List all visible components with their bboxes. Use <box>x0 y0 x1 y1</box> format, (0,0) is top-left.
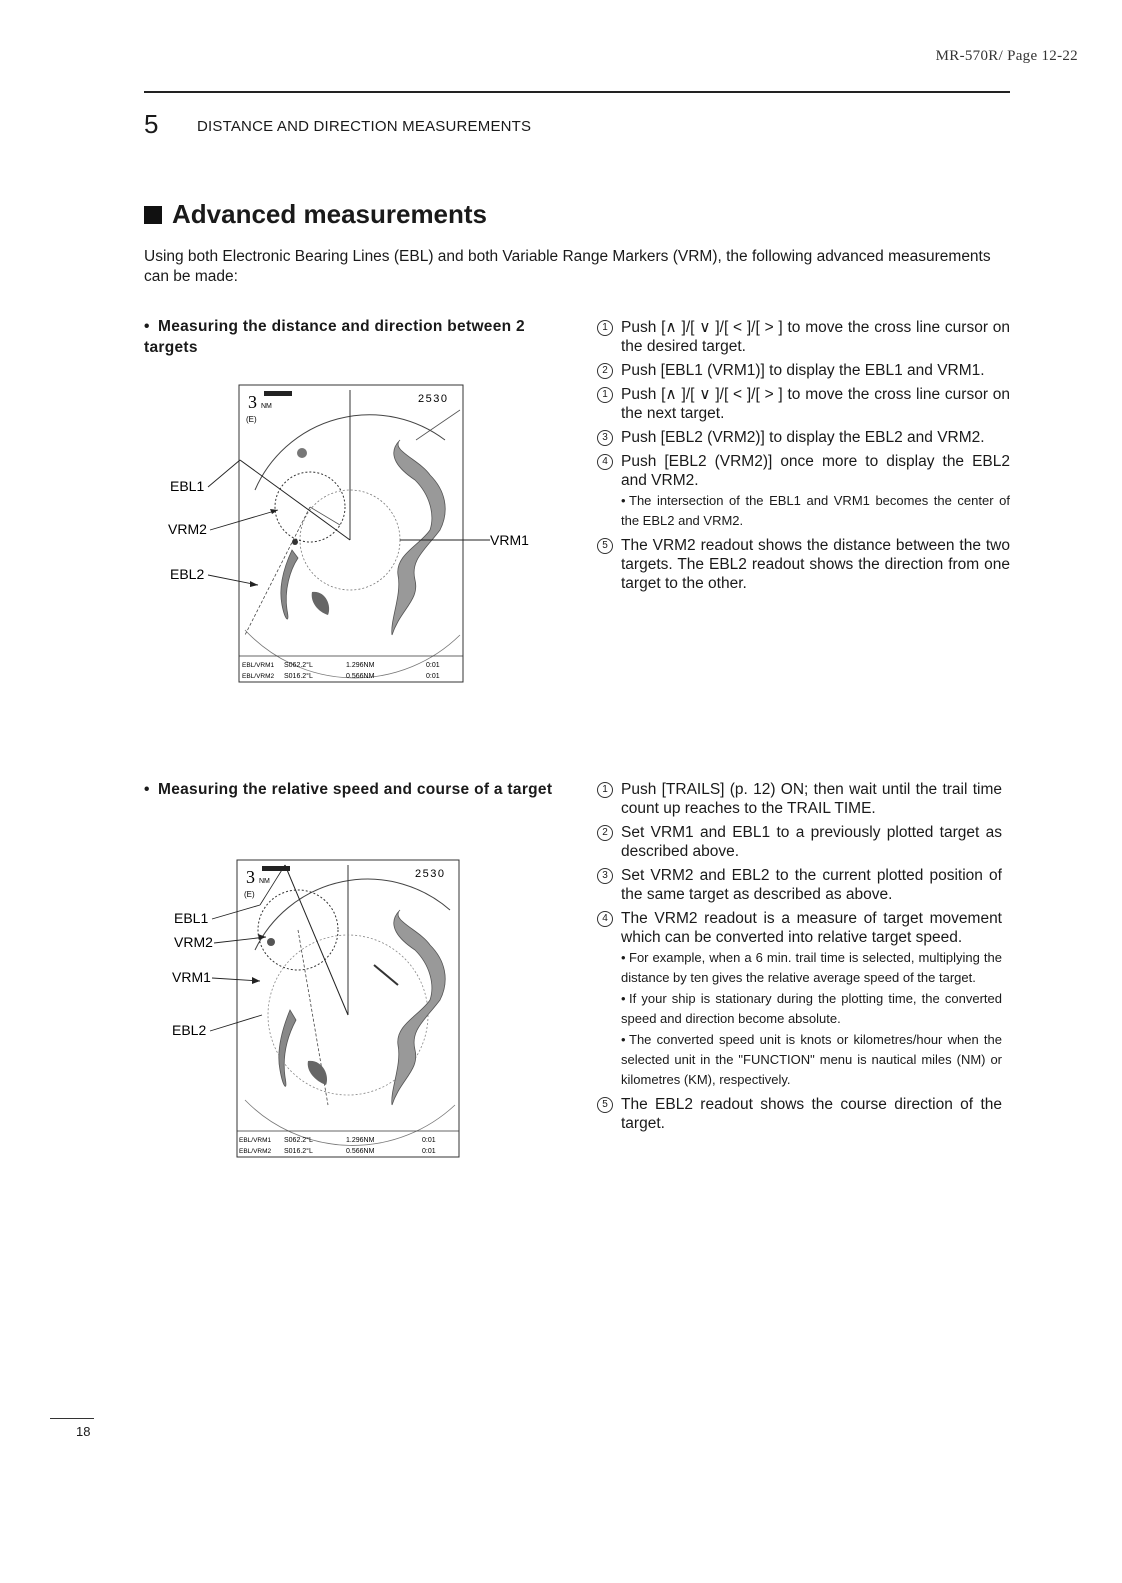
readout2-bearing: S016.2°L <box>284 673 313 680</box>
label-vrm1: VRM1 <box>172 969 211 985</box>
step-number: 1 <box>597 387 613 403</box>
step-text: The VRM2 readout shows the distance between the two targets. The EBL2 readout shows the direction from one target to the other. <box>621 537 1010 592</box>
step-item <box>597 428 1010 447</box>
step-text: Push [EBL1 (VRM1)] to display the EBL1 and VRM1. <box>621 362 985 379</box>
step-text: The VRM2 readout is a measure of target movement which can be converted into relative target speed. <box>621 910 1002 946</box>
page-number: 18 <box>76 1424 91 1439</box>
step-text: The EBL2 readout shows the course direction of the target. <box>621 1096 1002 1132</box>
heading-readout: 2530 <box>415 868 446 880</box>
step-text: Push [EBL2 (VRM2)] to display the EBL2 and VRM2. <box>621 429 985 446</box>
step-number: 3 <box>597 868 613 884</box>
step-text: Set VRM2 and EBL2 to the current plotted position of the same target as described as above. <box>621 867 1002 903</box>
label-vrm2: VRM2 <box>168 521 207 537</box>
heading-readout: 2530 <box>418 393 449 405</box>
step-note: • For example, when a 6 min. trail time is selected, multiplying the distance by ten gives the relative average speed of the target. <box>621 950 1002 985</box>
label-vrm1: VRM1 <box>490 532 529 548</box>
step-number: 1 <box>597 782 613 798</box>
step-text: Push [∧ ]/[ ∨ ]/[ < ]/[ > ] to move the cross line cursor on the desired target. <box>621 319 1010 355</box>
label-ebl2: EBL2 <box>170 566 205 582</box>
square-bullet-icon <box>144 206 162 224</box>
readout2-time: 0:01 <box>422 1148 436 1155</box>
step-number: 2 <box>597 363 613 379</box>
footer-rule <box>50 1418 94 1419</box>
readout2-range: 0.566NM <box>346 673 375 680</box>
steps-speed <box>597 780 1002 1138</box>
label-ebl2: EBL2 <box>172 1022 207 1038</box>
readout1-bearing: S062.2°L <box>284 1137 313 1144</box>
step-number: 3 <box>597 430 613 446</box>
step-item <box>597 452 1010 531</box>
step-item <box>597 536 1010 593</box>
bullet-icon: • <box>144 318 150 335</box>
step-item <box>597 780 1002 818</box>
readout1-time: 0:01 <box>426 662 440 669</box>
steps-distance <box>597 318 1010 598</box>
step-item <box>597 361 1010 380</box>
readout2-range: 0.566NM <box>346 1148 375 1155</box>
subsection-title-distance <box>144 316 564 358</box>
range-value: 3 <box>246 867 255 887</box>
step-text: Push [∧ ]/[ ∨ ]/[ < ]/[ > ] to move the cross line cursor on the next target. <box>621 386 1010 422</box>
range-value: 3 <box>248 392 257 412</box>
mode-indicator: (E) <box>246 415 257 424</box>
readout1-range: 1.296NM <box>346 662 375 669</box>
step-text: Push [EBL2 (VRM2)] once more to display the EBL2 and VRM2. <box>621 453 1010 489</box>
label-ebl1: EBL1 <box>174 910 209 926</box>
step-item <box>597 909 1002 1090</box>
radar-diagram-speed <box>160 855 470 1160</box>
chapter-number: 5 <box>144 109 159 139</box>
label-ebl1: EBL1 <box>170 478 205 494</box>
section-heading <box>144 199 487 230</box>
step-item <box>597 1095 1002 1133</box>
subsection-title-speed <box>144 779 564 800</box>
chapter-title: DISTANCE AND DIRECTION MEASUREMENTS <box>197 118 532 135</box>
readout2-bearing: S016.2°L <box>284 1148 313 1155</box>
label-vrm2: VRM2 <box>174 934 213 950</box>
step-number: 5 <box>597 538 613 554</box>
step-number: 1 <box>597 320 613 336</box>
readout2-id: EBL/VRM2 <box>239 1148 272 1155</box>
step-number: 2 <box>597 825 613 841</box>
subsection-title-text: Measuring the relative speed and course of a target <box>158 781 553 798</box>
subsection-title-text: Measuring the distance and direction between 2 targets <box>144 318 525 356</box>
step-number: 5 <box>597 1097 613 1113</box>
readout1-time: 0:01 <box>422 1137 436 1144</box>
step-note: • If your ship is stationary during the plotting time, the converted speed and direction become absolute. <box>621 991 1002 1026</box>
step-text: Push [TRAILS] (p. 12) ON; then wait until the trail time count up reaches to the TRAIL TIME. <box>621 781 1002 817</box>
mode-indicator: (E) <box>244 890 255 899</box>
target-1 <box>267 938 275 946</box>
range-bar <box>264 391 292 396</box>
radar-diagram-distance <box>160 380 560 685</box>
step-number: 4 <box>597 454 613 470</box>
readout2-id: EBL/VRM2 <box>242 673 275 680</box>
step-text: Set VRM1 and EBL1 to a previously plotted target as described above. <box>621 824 1002 860</box>
step-note: • The converted speed unit is knots or kilometres/hour when the selected unit in the "FUNCTION" menu is nautical miles (NM) or kilometres (KM), respectively. <box>621 1032 1002 1087</box>
step-item <box>597 385 1010 423</box>
readout2-time: 0:01 <box>426 673 440 680</box>
target-1 <box>297 448 307 458</box>
step-item <box>597 318 1010 356</box>
step-item <box>597 823 1002 861</box>
range-unit: NM <box>261 403 272 410</box>
section-intro: Using both Electronic Bearing Lines (EBL) and both Variable Range Markers (VRM), the following advanced measurements can be made: <box>144 248 991 285</box>
page-reference: MR-570R/ Page 12-22 <box>935 48 1078 64</box>
readout1-id: EBL/VRM1 <box>242 662 275 669</box>
readout1-range: 1.296NM <box>346 1137 375 1144</box>
step-note: • The intersection of the EBL1 and VRM1 becomes the center of the EBL2 and VRM2. <box>621 493 1010 528</box>
target-2 <box>292 539 298 545</box>
readout1-bearing: S062.2°L <box>284 662 313 669</box>
section-title: Advanced measurements <box>172 199 488 229</box>
range-unit: NM <box>259 878 270 885</box>
step-number: 4 <box>597 911 613 927</box>
readout1-id: EBL/VRM1 <box>239 1137 272 1144</box>
bullet-icon: • <box>144 781 150 798</box>
step-item <box>597 866 1002 904</box>
header-rule <box>144 91 1010 93</box>
